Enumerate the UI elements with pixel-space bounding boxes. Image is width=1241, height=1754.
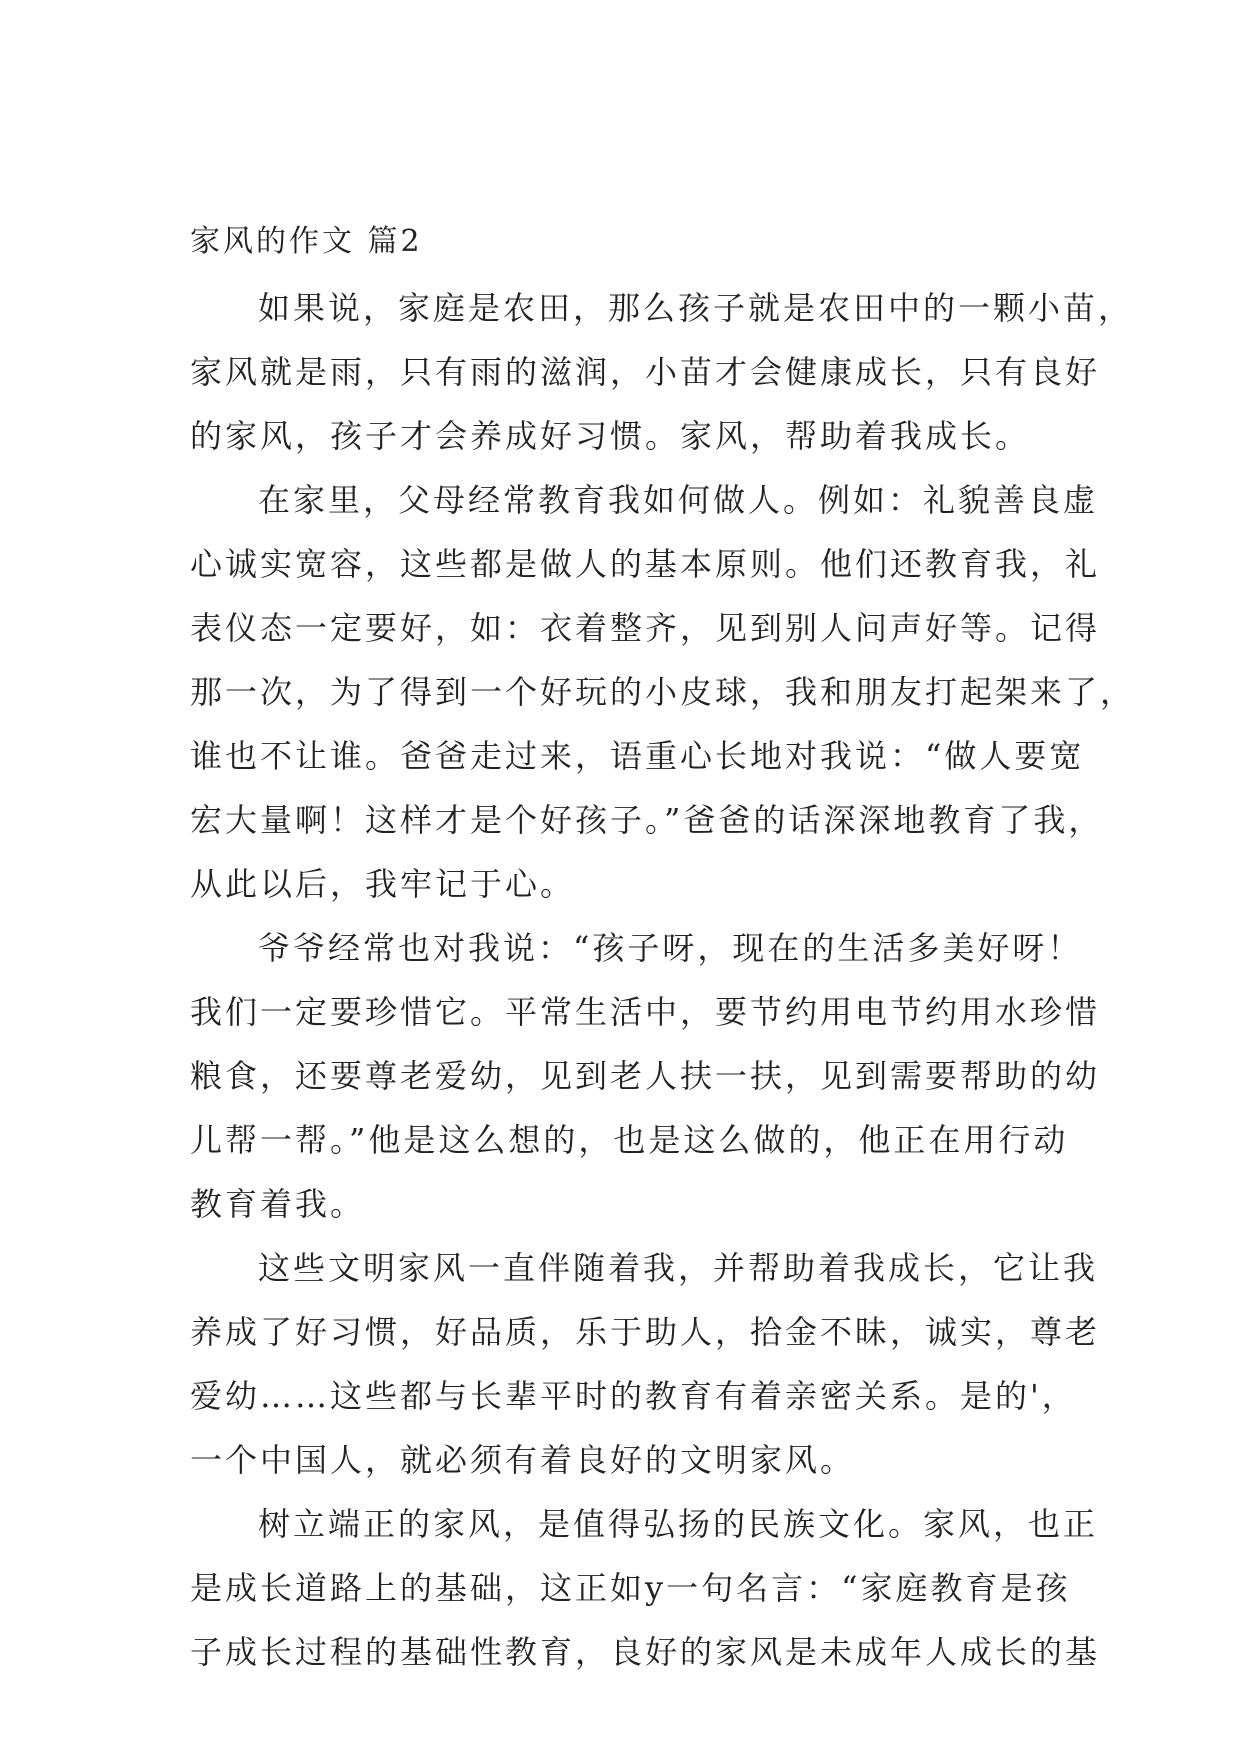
paragraph-line: 那一次，为了得到一个好玩的小皮球，我和朋友打起架来了， xyxy=(190,673,1136,711)
paragraph-line: 儿帮一帮。”他是这么想的，也是这么做的，他正在用行动 xyxy=(190,1121,1069,1159)
paragraph-line: 从此以后，我牢记于心。 xyxy=(190,865,576,903)
paragraph-line: 如果说，家庭是农田，那么孩子就是农田中的一颗小苗， xyxy=(258,289,1134,327)
document-page xyxy=(190,212,1136,1684)
paragraph-line: 爷爷经常也对我说：“孩子呀，现在的生活多美好呀！ xyxy=(258,929,1083,967)
paragraph-line: 在家里，父母经常教育我如何做人。例如：礼貌善良虚 xyxy=(258,481,1099,519)
paragraph-line: 表仪态一定要好，如：衣着整齐，见到别人问声好等。记得 xyxy=(190,609,1101,647)
paragraph-3 xyxy=(190,916,1101,1236)
paragraph-5 xyxy=(190,1492,1101,1684)
paragraph-line: 树立端正的家风，是值得弘扬的民族文化。家风，也正 xyxy=(258,1505,1099,1543)
paragraph-line: 心诚实宽容，这些都是做人的基本原则。他们还教育我，礼 xyxy=(190,545,1101,583)
paragraph-line: 的家风，孩子才会养成好习惯。家风，帮助着我成长。 xyxy=(190,417,1031,455)
paragraph-line: 爱幼……这些都与长辈平时的教育有着亲密关系。是的'， xyxy=(190,1377,1077,1415)
paragraph-line: 教育着我。 xyxy=(190,1185,366,1223)
paragraph-2 xyxy=(190,468,1136,916)
document-title: 家风的作文 篇2 xyxy=(190,224,423,259)
paragraph-4 xyxy=(190,1236,1101,1492)
paragraph-line: 宏大量啊！这样才是个好孩子。”爸爸的话深深地教育了我， xyxy=(190,801,1104,839)
paragraph-line: 谁也不让谁。爸爸走过来，语重心长地对我说：“做人要宽 xyxy=(190,737,1085,775)
paragraph-line: 粮食，还要尊老爱幼，见到老人扶一扶，见到需要帮助的幼 xyxy=(190,1057,1101,1095)
paragraph-line: 家风就是雨，只有雨的滋润，小苗才会健康成长，只有良好 xyxy=(190,353,1101,391)
paragraph-line: 这些文明家风一直伴随着我，并帮助着我成长，它让我 xyxy=(258,1249,1099,1287)
paragraph-1 xyxy=(190,276,1134,468)
paragraph-line: 养成了好习惯，好品质，乐于助人，拾金不昧，诚实，尊老 xyxy=(190,1313,1101,1351)
paragraph-line: 一个中国人，就必须有着良好的文明家风。 xyxy=(190,1441,856,1479)
paragraph-line: 子成长过程的基础性教育，良好的家风是未成年人成长的基 xyxy=(190,1633,1101,1671)
paragraph-line: 我们一定要珍惜它。平常生活中，要节约用电节约用水珍惜 xyxy=(190,993,1101,1031)
paragraph-line: 是成长道路上的基础，这正如y一句名言：“家庭教育是孩 xyxy=(190,1569,1071,1607)
